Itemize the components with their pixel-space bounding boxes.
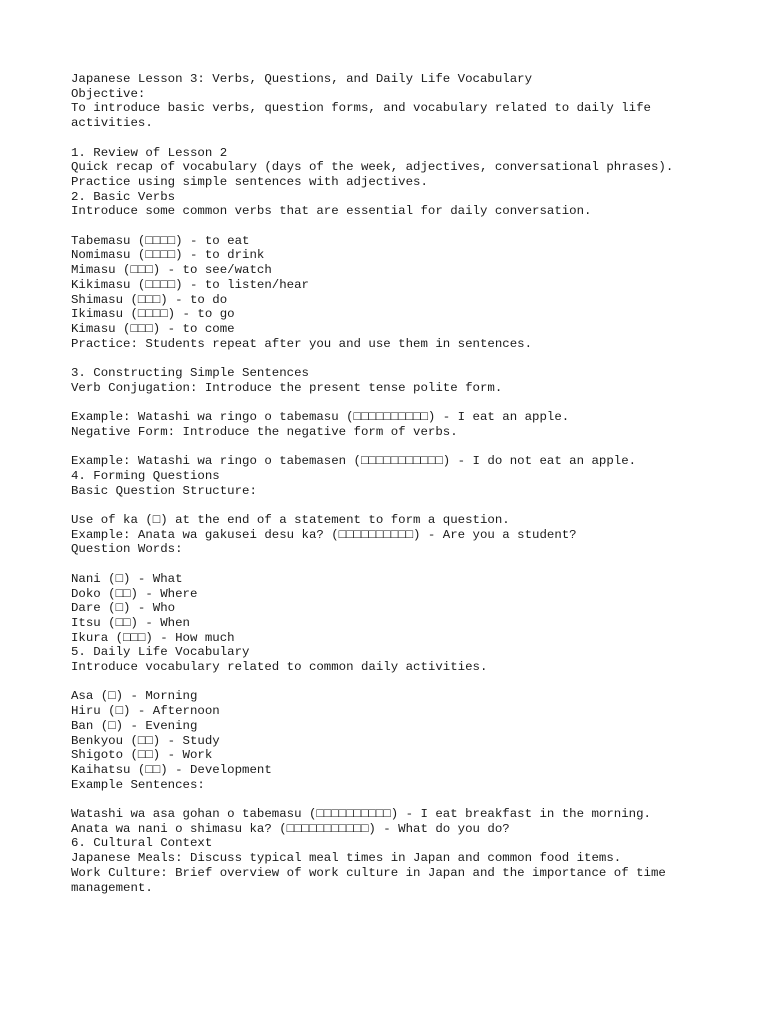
text-line: Japanese Lesson 3: Verbs, Questions, and Daily Life Vocabulary — [71, 72, 533, 86]
text-line: Ikura (□□□) - How much — [71, 630, 235, 645]
text-line: 6. Cultural Context — [71, 836, 213, 851]
text-line: To introduce basic verbs, question forms, and vocabulary related to daily life — [71, 101, 651, 116]
text-line: 3. Constructing Simple Sentences — [71, 366, 309, 381]
text-line: Quick recap of vocabulary (days of the week, adjectives, conversational phrases). — [71, 160, 674, 175]
text-line: Practice: Students repeat after you and use them in sentences. — [71, 336, 533, 351]
text-line: Kimasu (□□□) - to come — [71, 321, 235, 336]
text-line: Watashi wa asa gohan o tabemasu (□□□□□□□□□□) - I eat breakfast in the morning. — [71, 807, 651, 822]
text-line: Hiru (□) - Afternoon — [71, 704, 220, 719]
blank-line — [71, 395, 711, 410]
text-line: Basic Question Structure: — [71, 483, 257, 498]
text-line: Verb Conjugation: Introduce the present tense polite form. — [71, 380, 503, 395]
text-line: Kikimasu (□□□□) - to listen/hear — [71, 277, 309, 292]
text-line: Use of ka (□) at the end of a statement to form a question. — [71, 513, 510, 527]
document-page — [71, 72, 711, 895]
text-line: 5. Daily Life Vocabulary — [71, 645, 250, 660]
blank-line — [71, 351, 711, 366]
text-line: Objective: — [71, 86, 146, 101]
text-line: Shigoto (□□) - Work — [71, 748, 213, 763]
text-line: Asa (□) - Morning — [71, 689, 198, 704]
text-line: 1. Review of Lesson 2 — [71, 145, 228, 160]
text-line: Dare (□) - Who — [71, 601, 176, 616]
text-line: Ikimasu (□□□□) - to go — [71, 307, 235, 322]
blank-line — [71, 792, 711, 807]
text-line: Introduce some common verbs that are essential for daily conversation. — [71, 204, 592, 219]
blank-line — [71, 440, 711, 455]
text-line: Doko (□□) - Where — [71, 586, 198, 601]
text-line: Example: Anata wa gakusei desu ka? (□□□□□□□□□□) - Are you a student? — [71, 527, 577, 542]
text-line: management. — [71, 880, 153, 895]
text-line: Tabemasu (□□□□) - to eat — [71, 233, 250, 248]
text-line: Shimasu (□□□) - to do — [71, 292, 228, 307]
text-line: Nomimasu (□□□□) - to drink — [71, 248, 265, 263]
text-line: 4. Forming Questions — [71, 468, 220, 483]
blank-line — [71, 675, 711, 690]
text-line: Ban (□) - Evening — [71, 718, 198, 733]
blank-line — [71, 498, 711, 513]
text-line: Japanese Meals: Discuss typical meal times in Japan and common food items. — [71, 851, 622, 866]
text-line: 2. Basic Verbs — [71, 189, 176, 204]
blank-line — [71, 219, 711, 234]
text-line: Mimasu (□□□) - to see/watch — [71, 263, 272, 278]
text-line: Practice using simple sentences with adjectives. — [71, 174, 428, 189]
text-line: Work Culture: Brief overview of work culture in Japan and the importance of time — [71, 865, 666, 880]
text-line: Negative Form: Introduce the negative form of verbs. — [71, 424, 458, 439]
text-line: Example: Watashi wa ringo o tabemasu (□□□□□□□□□□) - I eat an apple. — [71, 410, 570, 425]
text-line: Kaihatsu (□□) - Development — [71, 762, 272, 777]
blank-line — [71, 131, 711, 146]
text-line: Nani (□) - What — [71, 571, 183, 586]
text-line: Benkyou (□□) - Study — [71, 733, 220, 748]
text-line: Example Sentences: — [71, 777, 205, 792]
text-line: Example: Watashi wa ringo o tabemasen (□□□□□□□□□□□) - I do not eat an apple. — [71, 454, 637, 469]
text-line: Itsu (□□) - When — [71, 615, 190, 630]
text-line: activities. — [71, 116, 153, 131]
text-line: Question Words: — [71, 542, 183, 557]
blank-line — [71, 557, 711, 572]
text-line: Introduce vocabulary related to common daily activities. — [71, 660, 488, 675]
text-line: Anata wa nani o shimasu ka? (□□□□□□□□□□□) - What do you do? — [71, 821, 510, 836]
